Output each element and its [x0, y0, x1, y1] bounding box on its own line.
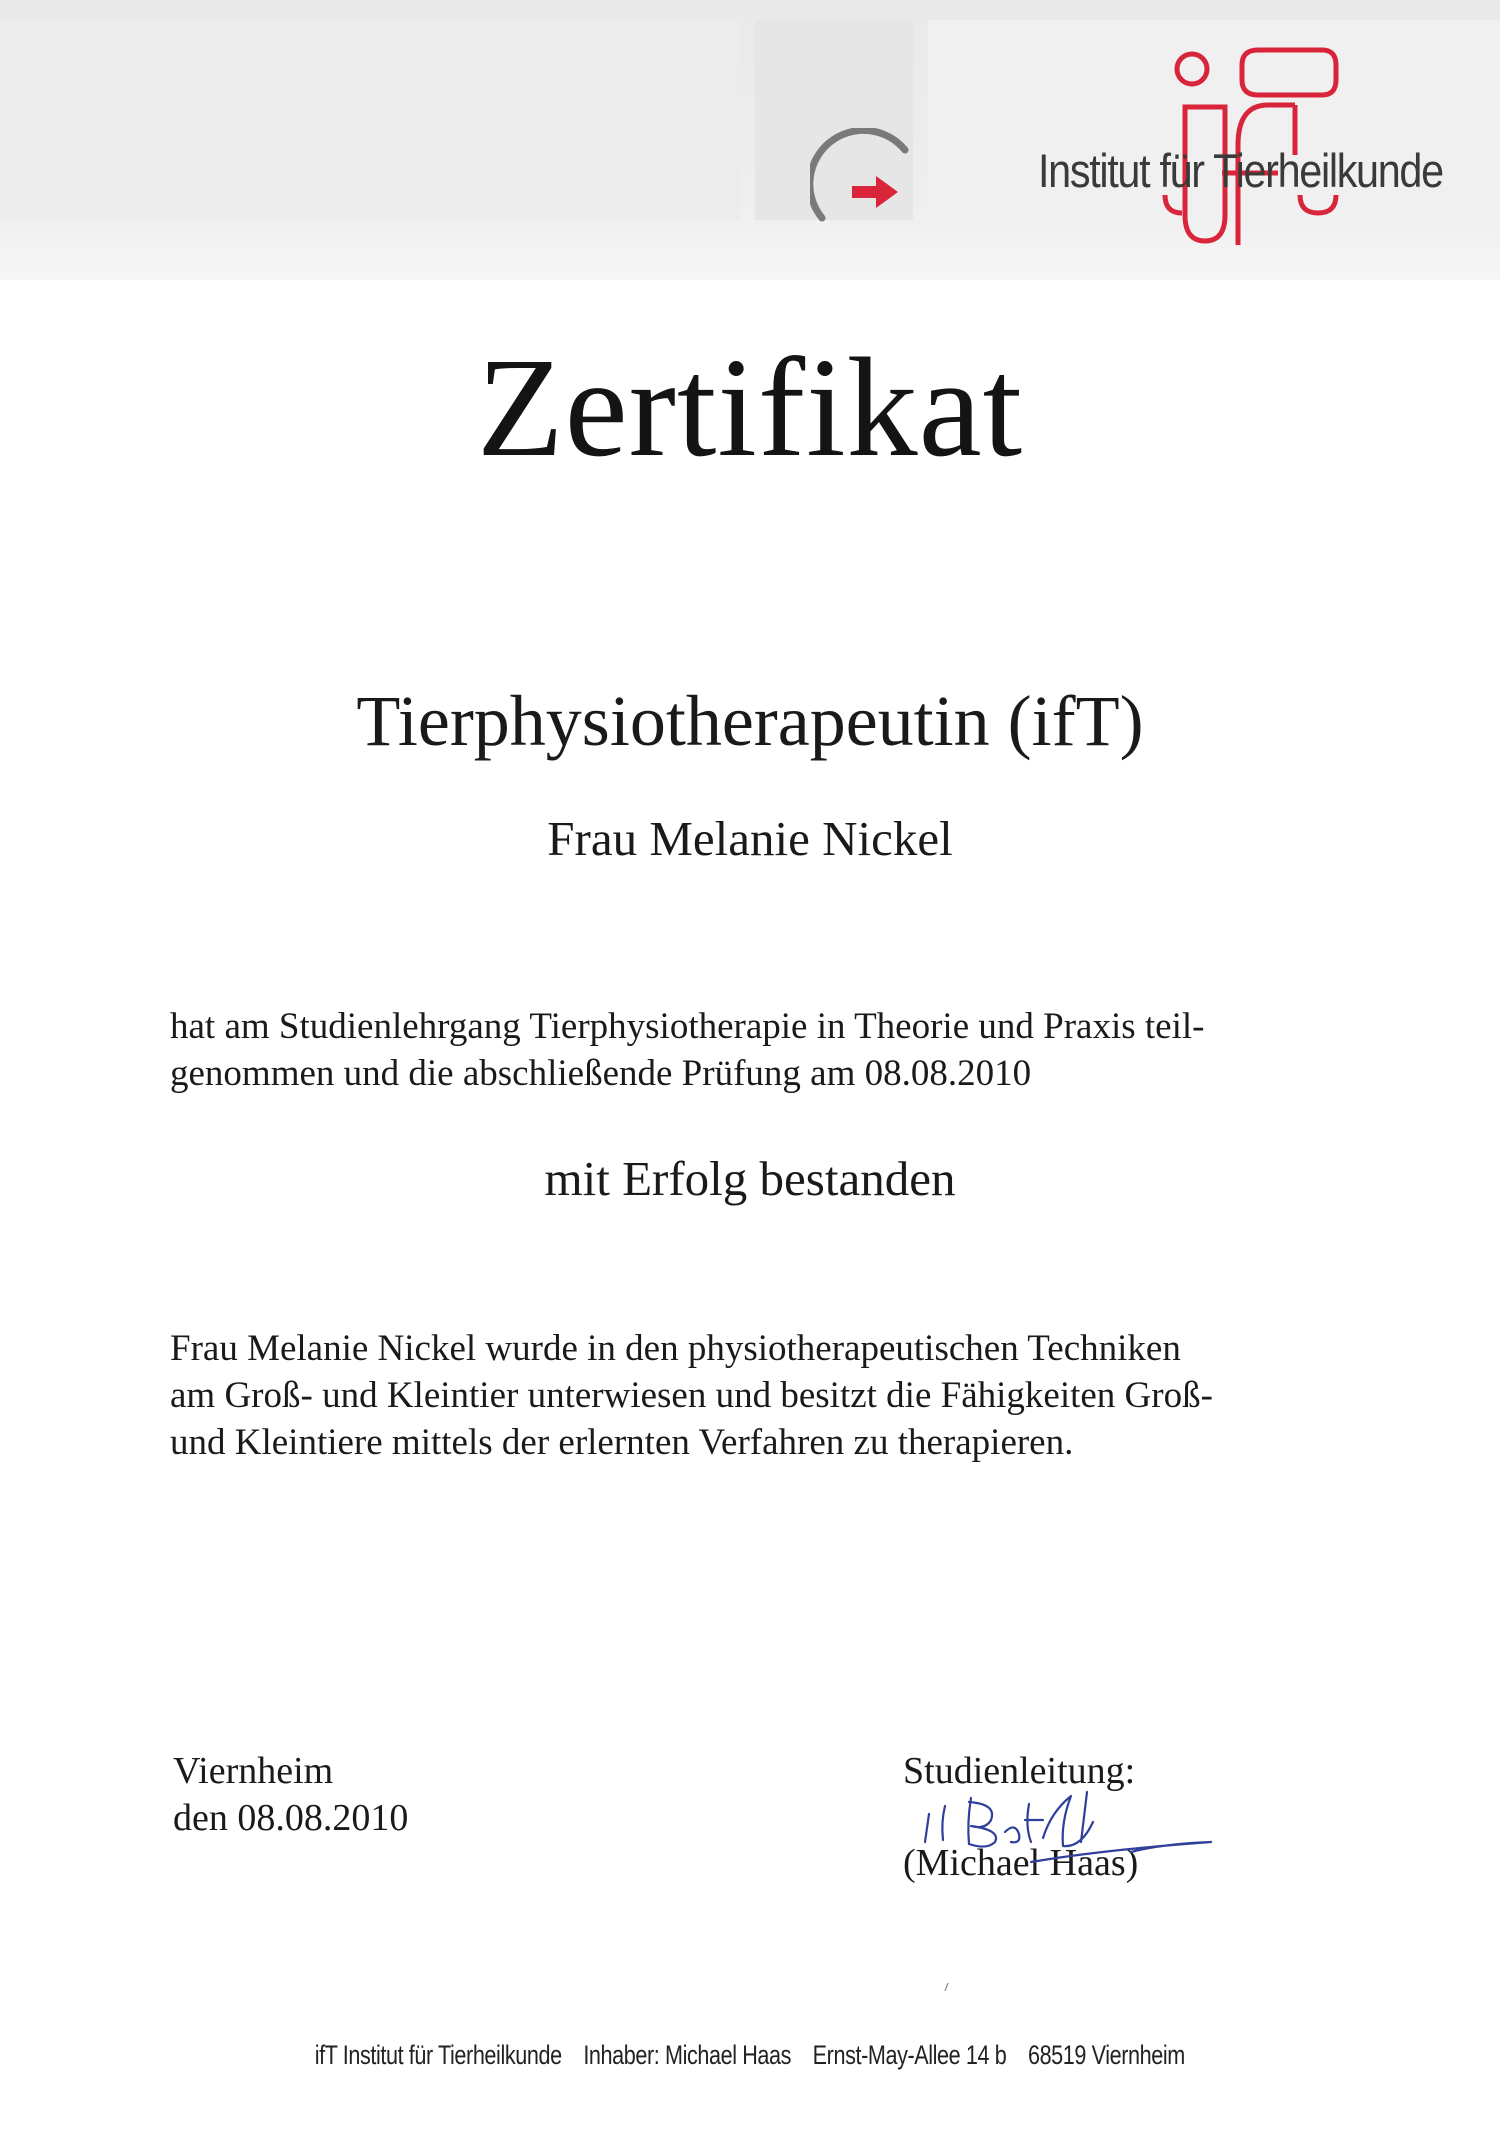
arc-shape: [810, 130, 905, 218]
place: Viernheim: [173, 1750, 334, 1792]
recipient-name: Frau Melanie Nickel: [547, 811, 953, 866]
signatory-name: (Michael Haas): [903, 1842, 1139, 1884]
red-arrow-shape: [852, 176, 898, 208]
footer-owner: Inhaber: Michael Haas: [583, 2040, 792, 2070]
skills-paragraph-line: am Groß- und Kleintier unterwiesen und besitzt die Fähigkeiten Groß-: [170, 1375, 1213, 1416]
place-date-block: [173, 1748, 408, 1842]
arrow-arc-icon: [810, 128, 910, 228]
signature-block: [903, 1748, 1303, 1908]
header-band: [0, 0, 1500, 280]
skills-paragraph: [170, 1325, 1350, 1466]
footer-street: Ernst-May-Allee 14 b: [812, 2040, 1007, 2070]
scan-speck: [944, 1983, 950, 1991]
footer-address: [0, 2040, 1500, 2071]
skills-paragraph-line: Frau Melanie Nickel wurde in den physiotherapeutischen Techniken: [170, 1328, 1181, 1369]
signature-label: Studienleitung:: [903, 1750, 1136, 1792]
footer-institute: ifT Institut für Tierheilkunde: [314, 2040, 562, 2070]
exam-paragraph: [170, 1003, 1350, 1097]
skills-paragraph-line: und Kleintiere mittels der erlernten Verfahren zu therapieren.: [170, 1422, 1074, 1463]
handwritten-signature: [911, 1782, 1231, 1892]
exam-paragraph-line: hat am Studienlehrgang Tierphysiotherapie in Theorie und Praxis teil-: [170, 1006, 1205, 1047]
footer-city: 68519 Viernheim: [1028, 2040, 1186, 2070]
logo-text: Institut für Tierheilkunde: [1038, 144, 1443, 197]
exam-paragraph-line: genommen und die abschließende Prüfung am 08.08.2010: [170, 1053, 1032, 1094]
certificate-title: Zertifikat: [476, 328, 1024, 486]
header-panel-left: [0, 20, 740, 220]
exam-result: mit Erfolg bestanden: [544, 1151, 956, 1206]
institute-logo: [1020, 45, 1480, 255]
qualification-title: Tierphysiotherapeutin (ifT): [356, 681, 1144, 761]
issue-date: den 08.08.2010: [173, 1797, 409, 1839]
